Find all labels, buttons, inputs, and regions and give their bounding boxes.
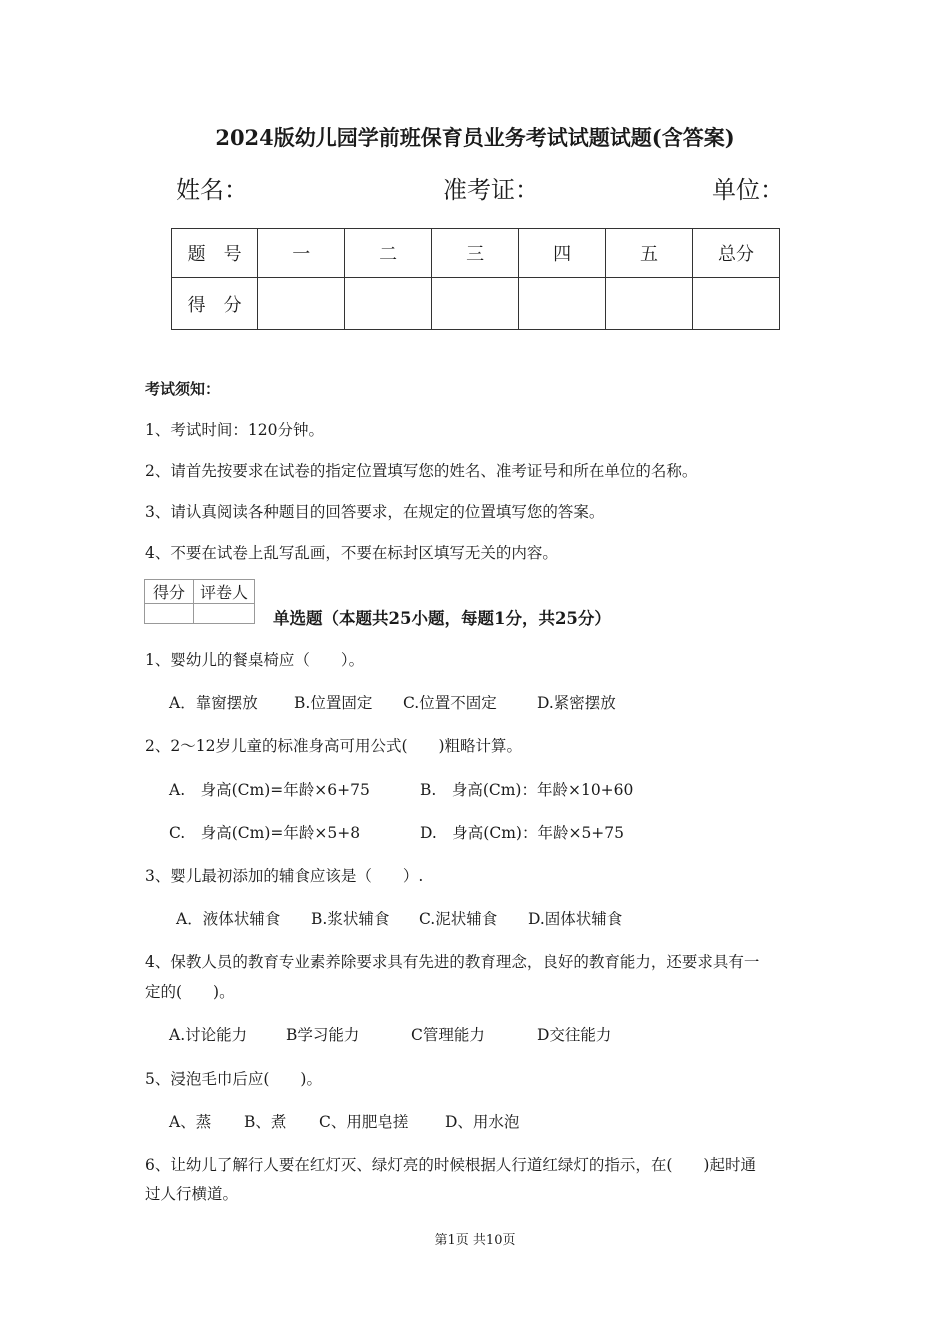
score-table-score-row — [172, 278, 780, 330]
question-stem: 6、让幼儿了解行人要在红灯灭、绿灯亮的时候根据人行道红绿灯的指示，在( )起时通 — [145, 1156, 756, 1174]
grader-box — [144, 579, 255, 624]
option-b[interactable]: B. 身高(Cm)：年龄×10+60 — [420, 781, 634, 799]
score-cell[interactable] — [519, 278, 606, 330]
option-d[interactable]: D、用水泡 — [445, 1113, 520, 1131]
notice-heading: 考试须知： — [145, 380, 221, 398]
page-footer: 第1页 共10页 — [434, 1233, 516, 1248]
question-stem: 5、浸泡毛巾后应( )。 — [145, 1070, 322, 1088]
score-header-cell: 四 — [519, 229, 606, 278]
score-header-cell: 总分 — [693, 229, 780, 278]
score-row-label: 得 分 — [172, 278, 258, 330]
score-header-cell: 一 — [258, 229, 345, 278]
score-table-header-row — [172, 229, 780, 278]
option-b[interactable]: B学习能力 — [286, 1026, 360, 1044]
option-d[interactable]: D交往能力 — [537, 1026, 612, 1044]
score-header-cell: 题 号 — [172, 229, 258, 278]
question-stem: 4、保教人员的教育专业素养除要求具有先进的教育理念，良好的教育能力，还要求具有一 — [145, 953, 760, 971]
grader-score-cell[interactable] — [145, 604, 194, 624]
option-d[interactable]: D. 身高(Cm)：年龄×5+75 — [420, 824, 625, 842]
unit-field-label: 单位： — [712, 176, 784, 204]
grader-reviewer-cell[interactable] — [194, 604, 255, 624]
notice-item: 4、不要在试卷上乱写乱画，不要在标封区填写无关的内容。 — [145, 544, 558, 562]
option-a[interactable]: A．液体状辅食 — [176, 910, 281, 928]
option-a[interactable]: A. 身高(Cm)=年龄×6+75 — [169, 781, 370, 799]
question-stem-continued: 过人行横道。 — [145, 1185, 239, 1203]
score-table — [171, 228, 780, 330]
question-stem: 3、婴儿最初添加的辅食应该是（ ）. — [145, 867, 424, 885]
section-title: 单选题（本题共25小题，每题1分，共25分） — [273, 609, 611, 628]
notice-item: 2、请首先按要求在试卷的指定位置填写您的姓名、准考证号和所在单位的名称。 — [145, 462, 698, 480]
exam-number-field-label: 准考证： — [443, 176, 539, 204]
option-b[interactable]: B、煮 — [244, 1113, 287, 1131]
score-cell[interactable] — [258, 278, 345, 330]
score-cell[interactable] — [693, 278, 780, 330]
notice-item: 3、请认真阅读各种题目的回答要求，在规定的位置填写您的答案。 — [145, 503, 605, 521]
document-title: 2024版幼儿园学前班保育员业务考试试题试题(含答案) — [215, 125, 735, 150]
option-d[interactable]: D.固体状辅食 — [528, 910, 623, 928]
score-header-cell: 二 — [345, 229, 432, 278]
question-stem-continued: 定的( )。 — [145, 983, 235, 1001]
option-c[interactable]: C、用肥皂搓 — [319, 1113, 409, 1131]
notice-item: 1、考试时间：120分钟。 — [145, 421, 324, 439]
option-c[interactable]: C管理能力 — [411, 1026, 485, 1044]
question-stem: 1、婴幼儿的餐桌椅应（ ）。 — [145, 651, 365, 669]
option-a[interactable]: A．靠窗摆放 — [169, 694, 258, 712]
grader-reviewer-label: 评卷人 — [194, 580, 255, 604]
name-field-label: 姓名： — [176, 176, 248, 204]
option-c[interactable]: C.泥状辅食 — [419, 910, 498, 928]
score-header-cell: 三 — [432, 229, 519, 278]
option-b[interactable]: B.位置固定 — [294, 694, 373, 712]
option-a[interactable]: A、蒸 — [169, 1113, 212, 1131]
option-b[interactable]: B.浆状辅食 — [311, 910, 390, 928]
option-c[interactable]: C.位置不固定 — [403, 694, 497, 712]
score-cell[interactable] — [606, 278, 693, 330]
grader-score-label: 得分 — [145, 580, 194, 604]
option-a[interactable]: A.讨论能力 — [169, 1026, 248, 1044]
question-stem: 2、2～12岁儿童的标准身高可用公式( )粗略计算。 — [145, 737, 523, 755]
score-cell[interactable] — [345, 278, 432, 330]
option-c[interactable]: C. 身高(Cm)=年龄×5+8 — [169, 824, 361, 842]
score-cell[interactable] — [432, 278, 519, 330]
option-d[interactable]: D.紧密摆放 — [537, 694, 616, 712]
score-header-cell: 五 — [606, 229, 693, 278]
